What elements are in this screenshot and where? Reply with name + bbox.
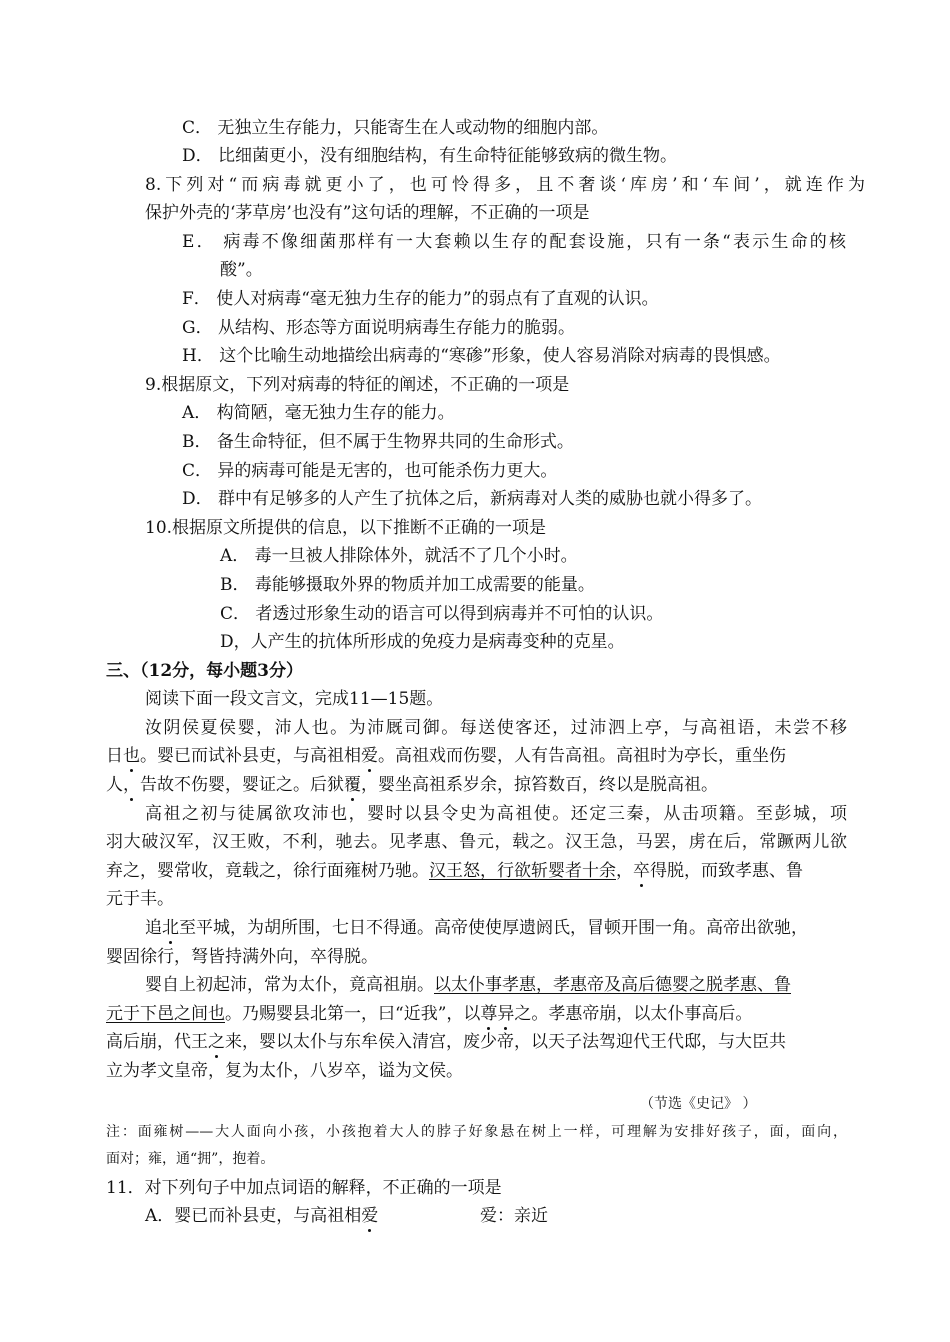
passage-line: 婴自上初起沛，常为太仆，竟高祖崩。以太仆事孝惠，孝惠帝及高后德婴之脱孝惠、鲁 — [145, 975, 791, 995]
q9-stem: 9.根据原文，下列对病毒的特征的阐述，不正确的一项是 — [145, 375, 570, 395]
underlined-sentence: 以太仆事孝惠，孝惠帝及高后德婴之脱孝惠、鲁 — [434, 975, 791, 995]
annotation-note: 注：面雍树——大人面向小孩，小孩抱着大人的脖子好象悬在树上一样，可理解为安排好孩子，面，面向， — [106, 1124, 847, 1140]
q9-option-d: D． 群中有足够多的人产生了抗体之后，新病毒对人类的威胁也就小得多了。 — [182, 489, 763, 509]
source-citation: （节选《史记》 ） — [640, 1096, 757, 1112]
q11-option-a-gloss: 爱：亲近 — [480, 1206, 548, 1226]
section-intro: 阅读下面一段文言文，完成11—15题。 — [145, 689, 444, 709]
passage-line: 立为孝文皇帝，复为太仆，八岁卒，谥为文侯。 — [106, 1061, 463, 1081]
dotted-char: 也 — [123, 746, 140, 766]
q11-stem: 11．对下列句子中加点词语的解释，不正确的一项是 — [106, 1178, 502, 1198]
q8-option-g: G． 从结构、形态等方面说明病毒生存能力的脆弱。 — [182, 318, 575, 338]
passage-line: 人，告故不伤婴，婴证之。后狱覆，婴坐高祖系岁余，掠笞数百，终以是脱高祖。 — [106, 775, 718, 795]
q10-option-c: C． 者透过形象生动的语言可以得到病毒并不可怕的认识。 — [220, 604, 664, 624]
q8-option-h: H． 这个比喻生动地描绘出病毒的“寒碜”形象，使人容易消除对病毒的畏惧感。 — [182, 346, 781, 366]
passage-line: 日也。婴已而试补县吏，与高祖相爱。高祖戏而伤婴，人有告高祖。高祖时为亭长，重坐伤 — [106, 746, 786, 766]
q11-option-a: A．婴已而补县吏，与高祖相爱 — [145, 1206, 379, 1226]
q10-stem: 10.根据原文所提供的信息，以下推断不正确的一项是 — [145, 518, 547, 538]
q10-option-d: D，人产生的抗体所形成的免疫力是病毒变种的克星。 — [220, 632, 625, 652]
dotted-char: 爱 — [361, 1206, 379, 1226]
underlined-sentence: 汉王怒，行欲斩婴者十余 — [429, 861, 616, 881]
passage-line: 汝阴侯夏侯婴，沛人也。为沛厩司御。每送使客还，过沛泗上亭，与高祖语，未尝不移 — [145, 718, 847, 738]
section-title: 三、（12分，每小题3分） — [106, 661, 303, 681]
dotted-char: 尊 — [480, 1004, 498, 1024]
passage-line: 元于丰。 — [106, 889, 174, 909]
passage-line: 高祖之初与徒属欲攻沛也，婴时以县令史为高祖使。还定三秦，从击项籍。至彭城，项 — [145, 804, 847, 824]
passage-line: 元于下邑之间也。乃赐婴县北第一，曰“近我”，以尊异之。孝惠帝崩，以太仆事高后。 — [106, 1004, 753, 1024]
passage-line: 弃之，婴常收，竟载之，徐行面雍树乃驰。汉王怒，行欲斩婴者十余，卒得脱，而致孝惠、鲁 — [106, 861, 803, 881]
annotation-note-cont: 面对；雍，通“拥”，抱着。 — [106, 1151, 275, 1167]
q8-stem-cont: 保护外壳的‘茅草房’也没有”这句话的理解，不正确的一项是 — [145, 203, 590, 223]
q8-option-e: E． 病毒不像细菌那样有一大套赖以生存的配套设施，只有一条“表示生命的核 — [182, 232, 846, 252]
q8-option-e-cont: 酸”。 — [220, 260, 263, 280]
dotted-char: 之 — [208, 1032, 225, 1052]
dotted-char: 覆 — [344, 775, 361, 795]
dotted-char: 异 — [497, 1004, 515, 1024]
q7-option-c: C． 无独立生存能力，只能寄生在人或动物的细胞内部。 — [182, 118, 609, 138]
q8-option-f: F． 使人对病毒“毫无独力生存的能力”的弱点有了直观的认识。 — [182, 289, 659, 309]
q7-option-d: D． 比细菌更小，没有细胞结构，有生命特征能够致病的微生物。 — [182, 146, 678, 166]
q10-option-a: A． 毒一旦被人排除体外，就活不了几个小时。 — [220, 546, 578, 566]
q10-option-b: B． 毒能够摄取外界的物质并加工成需要的能量。 — [220, 575, 595, 595]
q9-option-c: C． 异的病毒可能是无害的，也可能杀伤力更大。 — [182, 461, 558, 481]
passage-line: 高后崩，代王之来，婴以太仆与东牟侯入清宫，废少帝，以天子法驾迎代王代邸，与大臣共 — [106, 1032, 786, 1052]
dotted-char: 卒 — [633, 861, 650, 881]
passage-line: 婴固徐行，弩皆持满外向，卒得脱。 — [106, 947, 378, 967]
q8-stem: 8.下列对“而病毒就更小了，也可怜得多，且不奢谈‘库房’和‘车间’，就连作为 — [145, 175, 865, 195]
passage-line: 追北至平城，为胡所围，七日不得通。高帝使使厚遗阏氏，冒顿开围一角。高帝出欲驰， — [145, 918, 808, 938]
underlined-sentence: 元于下邑之间也 — [106, 1004, 225, 1024]
dotted-char: 爱 — [361, 746, 378, 766]
q9-option-b: B． 备生命特征，但不属于生物界共同的生命形式。 — [182, 432, 574, 452]
dotted-char: 北 — [162, 918, 179, 938]
q9-option-a: A． 构简陋，毫无独力生存的能力。 — [182, 403, 455, 423]
dotted-char: ， — [123, 775, 140, 795]
passage-line: 羽大破汉军，汉王败，不利，驰去。见孝惠、鲁元，载之。汉王急，马罢，虏在后，常蹶两儿欲 — [106, 832, 847, 852]
